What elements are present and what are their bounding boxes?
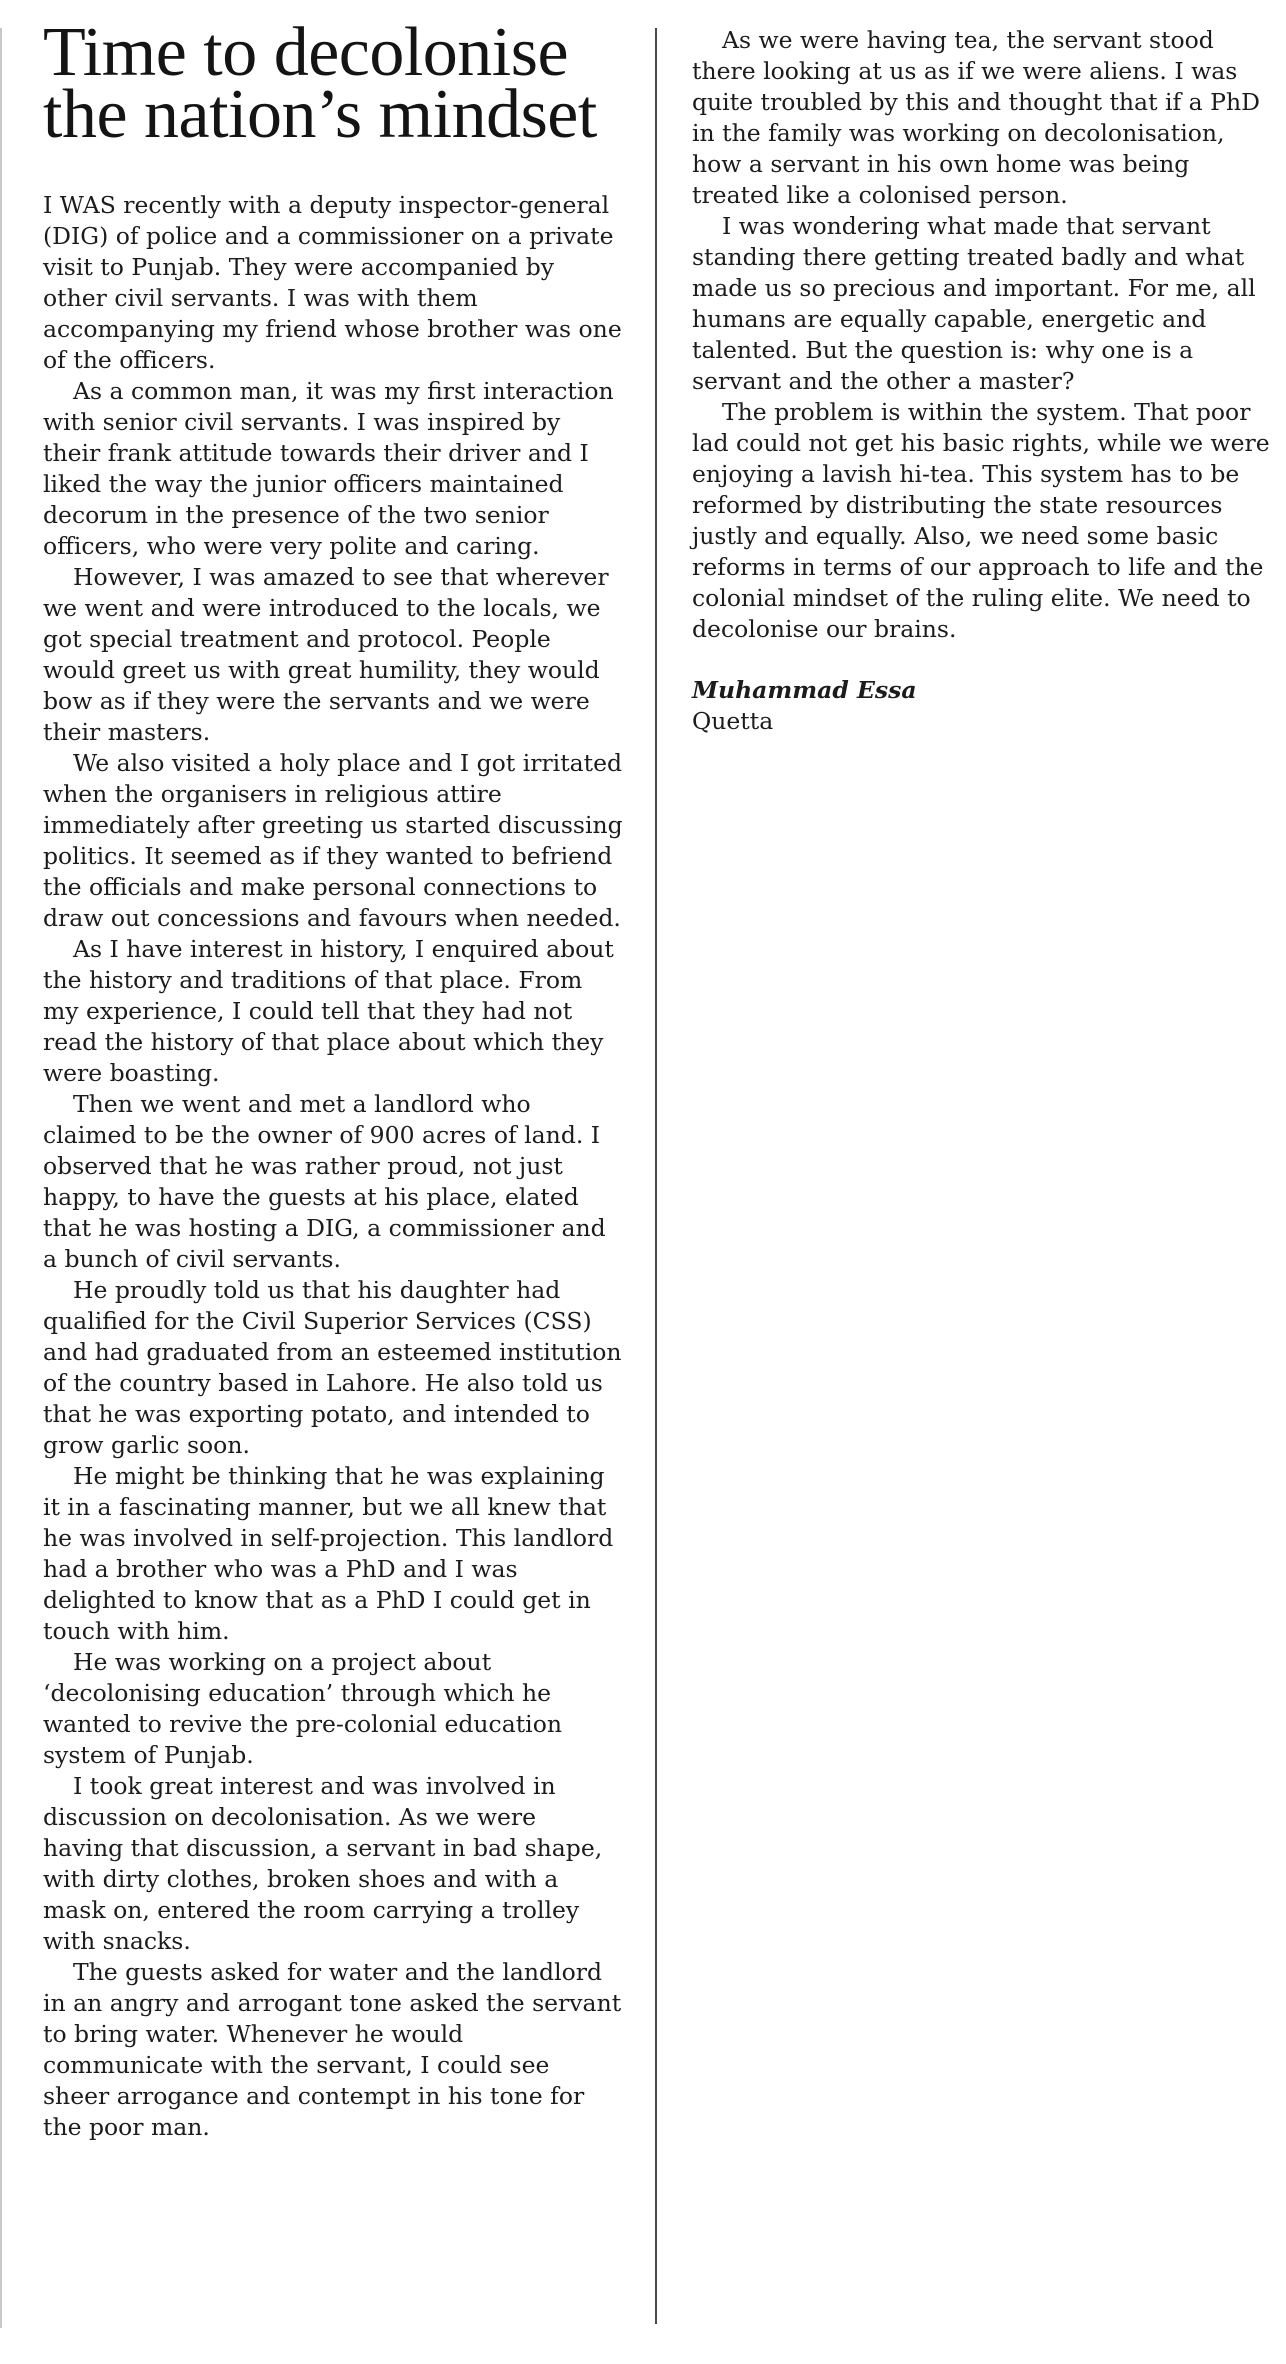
author-location: Quetta	[692, 707, 774, 735]
article-paragraph: As we were having tea, the servant stood there looking at us as if we were aliens. I was quite troubled by this and thought that if a PhD in the family was working on decolonisation, how a servant in his own home was being treated like a colonised person.	[692, 26, 1260, 209]
article-paragraph: However, I was amazed to see that wherever we went and were introduced to the locals, we got special treatment and protocol. People would greet us with great humility, they would bow as if they were the servants and we were their masters.	[43, 563, 609, 746]
article-paragraph: As a common man, it was my first interaction with senior civil servants. I was inspired by their frank attitude towards their driver and I liked the way the junior officers maintained decorum in the presence of the two senior officers, who were very polite and caring.	[43, 377, 614, 560]
article-right-column	[692, 25, 1272, 737]
article-paragraph: We also visited a holy place and I got irritated when the organisers in religious attire immediately after greeting us started discussing politics. It seemed as if they wanted to befriend the officials and make personal connections to draw out concessions and favours when needed.	[43, 749, 623, 932]
author-name: Muhammad Essa	[692, 676, 917, 704]
article-paragraph: As I have interest in history, I enquired about the history and traditions of that place. From my experience, I could tell that they had not read the history of that place about which they were boasting.	[43, 935, 614, 1087]
article-paragraph: I was wondering what made that servant standing there getting treated badly and what made us so precious and important. For me, all humans are equally capable, energetic and talented. But the question is: why one is a servant and the other a master?	[692, 212, 1256, 395]
article-left-column	[43, 14, 623, 2143]
article-paragraph: Then we went and met a landlord who claimed to be the owner of 900 acres of land. I observed that he was rather proud, not just happy, to have the guests at his place, elated that he was hosting a DIG, a commissioner and a bunch of civil servants.	[43, 1090, 606, 1273]
article-headline: Time to decolonise the nation’s mindset	[43, 14, 597, 153]
column-divider	[655, 28, 657, 2324]
article-paragraph: I WAS recently with a deputy inspector-general (DIG) of police and a commissioner on a private visit to Punjab. They were accompanied by other civil servants. I was with them accompanying my friend whose brother was one of the officers.	[43, 191, 622, 374]
article-paragraph: The guests asked for water and the landlord in an angry and arrogant tone asked the servant to bring water. Whenever he would communicate with the servant, I could see sheer arrogance and contempt in his tone for the poor man.	[43, 1958, 622, 2141]
article-paragraph: The problem is within the system. That poor lad could not get his basic rights, while we were enjoying a lavish hi-tea. This system has to be reformed by distributing the state resources justly and equally. Also, we need some basic reforms in terms of our approach to life and the colonial mindset of the ruling elite. We need to decolonise our brains.	[692, 398, 1270, 643]
article-paragraph: He might be thinking that he was explaining it in a fascinating manner, but we all knew that he was involved in self-projection. This landlord had a brother who was a PhD and I was delighted to know that as a PhD I could get in touch with him.	[43, 1462, 614, 1645]
page-edge-rule	[0, 28, 2, 2328]
article-paragraph: He was working on a project about ‘decolonising education’ through which he wanted to revive the pre-colonial education system of Punjab.	[43, 1648, 562, 1769]
article-paragraph: I took great interest and was involved in discussion on decolonisation. As we were having that discussion, a servant in bad shape, with dirty clothes, broken shoes and with a mask on, entered the room carrying a trolley with snacks.	[43, 1772, 603, 1955]
author-signature	[692, 675, 1272, 737]
article-paragraph: He proudly told us that his daughter had qualified for the Civil Superior Services (CSS) and had graduated from an esteemed institution of the country based in Lahore. He also told us that he was exporting potato, and intended to grow garlic soon.	[43, 1276, 622, 1459]
